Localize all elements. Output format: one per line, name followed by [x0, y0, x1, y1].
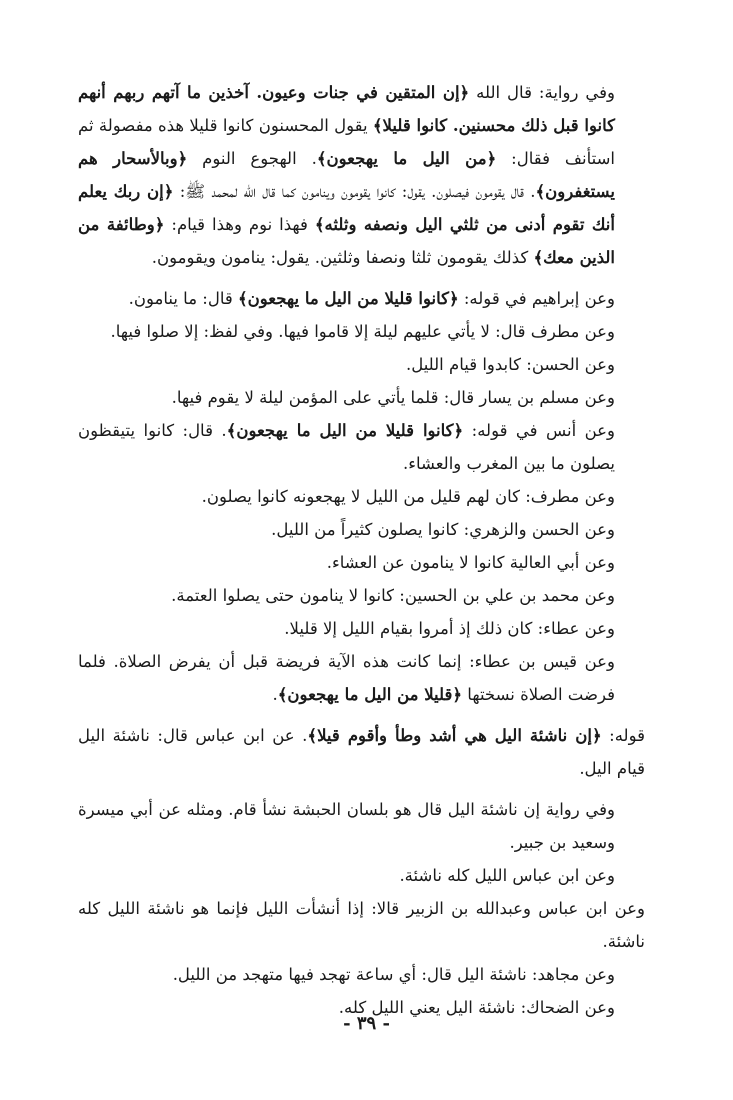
- paragraph-3: وعن مطرف قال: لا يأتي عليهم ليلة إلا قاموا فيها. وفي لفظ: إلا صلوا فيها.: [110, 322, 615, 341]
- page-number: - ٣٩ -: [343, 1013, 390, 1034]
- paragraph-8: وعن الحسن والزهري: كانوا يصلون كثيراً من الليل.: [271, 520, 615, 539]
- paragraph-14: وفي رواية إن ناشئة اليل قال هو بلسان الحبشة نشأ قام. ومثله عن أبي ميسرة وسعيد بن جبير.: [78, 800, 615, 852]
- paragraph-10: وعن محمد بن علي بن الحسين: كانوا لا ينامون حتى يصلوا العتمة.: [171, 586, 615, 605]
- paragraph-9: وعن أبي العالية كانوا لا ينامون عن العشاء.: [326, 553, 615, 572]
- paragraph-7: وعن مطرف: كان لهم قليل من الليل لا يهجعونه كانوا يصلون.: [201, 487, 615, 506]
- paragraph-2: وعن إبراهيم في قوله: ﴿كانوا قليلا من اليل ما يهجعون﴾ قال: ما ينامون.: [128, 289, 615, 308]
- paragraph-5: وعن مسلم بن يسار قال: قلما يأتي على المؤمن ليلة لا يقوم فيها.: [171, 388, 615, 407]
- paragraph-12: وعن قيس بن عطاء: إنما كانت هذه الآية فريضة قبل أن يفرض الصلاة. فلما فرضت الصلاة نسختها ﴿قليلا من اليل ما يهجعون﴾.: [78, 652, 615, 704]
- paragraph-16: وعن ابن عباس وعبدالله بن الزبير قالا: إذا أنشأت الليل فإنما هو ناشئة الليل كله ناشئة.: [78, 899, 645, 951]
- paragraph-11: وعن عطاء: كان ذلك إذ أمروا بقيام الليل إلا قليلا.: [284, 619, 615, 638]
- paragraph-4: وعن الحسن: كابدوا قيام الليل.: [405, 355, 615, 374]
- paragraph-6: وعن أنس في قوله: ﴿كانوا قليلا من اليل ما يهجعون﴾. قال: كانوا يتيقظون يصلون ما بين المغرب والعشاء.: [78, 421, 615, 473]
- paragraph-1: وفي رواية: قال الله ﴿إن المتقين في جنات وعيون. آخذين ما آتهم ربهم أنهم كانوا قبل ذلك محسنين. كانوا قليلا﴾ يقول المحسنون كانوا قليلا هذه مفصولة ثم استأنف فقال: ﴿من اليل ما يهجعون﴾. الهجوع النوم ﴿وبالأسحار هم يستغفرون﴾. قال يقومون فيصلون. يقول: كانوا يقومون وينامون كما قال الله لمحمد ﷺ: ﴿إن ربك يعلم أنك تقوم أدنى من ثلثي اليل ونصفه وثلثه﴾ فهذا نوم وهذا قيام: ﴿وطائفة من الذين معك﴾ كذلك يقومون ثلثا ونصفا وثلثين. يقول: ينامون ويقومون.: [78, 83, 616, 267]
- paragraph-18: وعن الضحاك: ناشئة اليل يعني الليل كله.: [338, 998, 615, 1017]
- paragraph-17: وعن مجاهد: ناشئة اليل قال: أي ساعة تهجد فيها متهجد من الليل.: [172, 965, 615, 984]
- paragraph-13: قوله: ﴿إن ناشئة اليل هي أشد وطأ وأقوم قيلا﴾. عن ابن عباس قال: ناشئة اليل قيام اليل.: [78, 726, 645, 778]
- paragraph-15: وعن ابن عباس الليل كله ناشئة.: [399, 866, 615, 885]
